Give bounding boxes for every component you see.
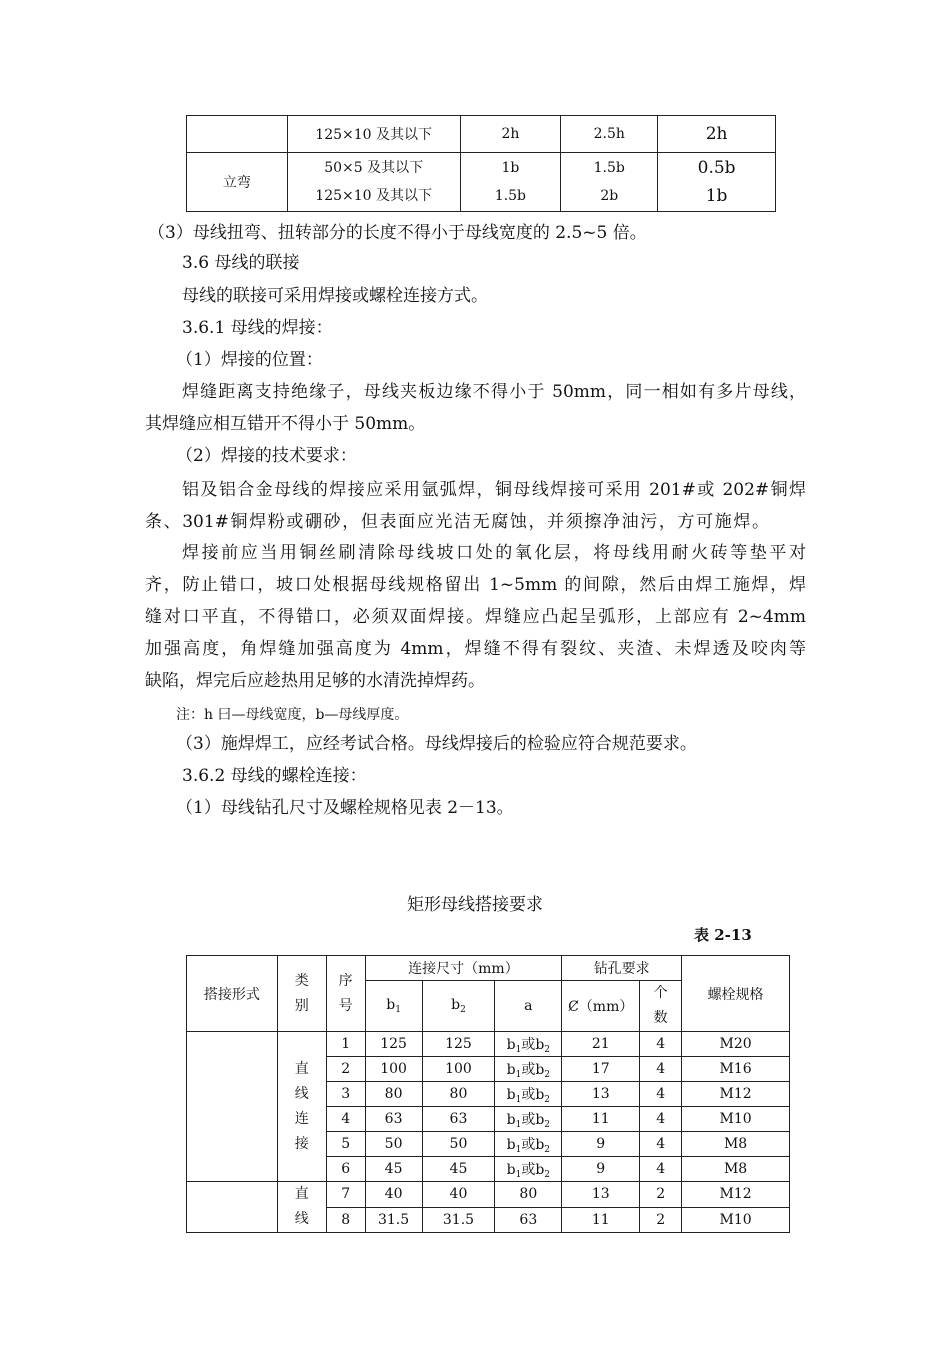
- table-cell: [187, 116, 288, 153]
- bolt-cell: M8: [682, 1132, 790, 1157]
- bolt-cell: M20: [682, 1032, 790, 1057]
- diameter-cell: 21: [562, 1032, 640, 1057]
- header-text: $b_2$: [451, 997, 466, 1015]
- bolt-spec-table: [186, 955, 790, 1233]
- table-cell: [287, 153, 460, 212]
- bolt-cell: M12: [682, 1082, 790, 1107]
- table-cell: [658, 153, 776, 212]
- paragraph-line: 焊缝距离支持绝缘子，母线夹板边缘不得小于 50mm，同一相如有多片母线，: [182, 382, 806, 402]
- count-cell: 4: [640, 1057, 682, 1082]
- header-cell: 钻孔要求: [562, 956, 682, 981]
- diameter-cell: 11: [562, 1207, 640, 1233]
- header-cell: 连接尺寸（mm）: [365, 956, 562, 981]
- diameter-cell: 17: [562, 1057, 640, 1082]
- a-cell: 80: [495, 1182, 562, 1208]
- seq-cell: 3: [326, 1082, 365, 1107]
- paragraph: （1）母线钻孔尺寸及螺栓规格见表 2－13。: [176, 798, 514, 818]
- count-cell: 2: [640, 1182, 682, 1208]
- paragraph-line: 条、301#铜焊粉或硼砂，但表面应光洁无腐蚀，并须擦净油污，方可施焊。: [145, 512, 769, 532]
- a-cell: $b_1$或$b_2$: [495, 1057, 562, 1082]
- table-row: [187, 153, 776, 212]
- b1-cell: 100: [365, 1057, 422, 1082]
- count-cell: 4: [640, 1032, 682, 1057]
- note: 注：h 曰—母线宽度，b—母线厚度。: [176, 707, 409, 723]
- header-cell: [277, 956, 326, 1032]
- header-cell: 搭接形式: [187, 956, 278, 1032]
- cell-line: 125×10 及其以下: [315, 188, 432, 204]
- table-cell: 125×10 及其以下: [287, 116, 460, 153]
- a-cell: $b_1$或$b_2$: [495, 1107, 562, 1132]
- a-cell: $b_1$或$b_2$: [495, 1032, 562, 1057]
- paragraph: （3）母线扭弯、扭转部分的长度不得小于母线宽度的 2.5~5 倍。: [148, 223, 647, 243]
- header-text: 序 号: [338, 972, 353, 1014]
- b2-cell: 100: [422, 1057, 495, 1082]
- header-cell: [422, 981, 495, 1032]
- cell-line: 1b: [501, 160, 520, 176]
- table-row: [187, 1182, 790, 1208]
- b2-cell: 80: [422, 1082, 495, 1107]
- diameter-cell: 13: [562, 1082, 640, 1107]
- diameter-cell: 9: [562, 1132, 640, 1157]
- table-cell: 2h: [658, 116, 776, 153]
- bolt-cell: M10: [682, 1207, 790, 1233]
- header-text: 个 数: [653, 985, 668, 1026]
- header-cell: a: [495, 981, 562, 1032]
- header-cell: Ȼ（mm）: [562, 981, 640, 1032]
- cell-line: 1.5b: [494, 188, 527, 204]
- paragraph-line: 焊接前应当用铜丝刷清除母线坡口处的氧化层，将母线用耐火砖等垫平对: [182, 543, 806, 563]
- b2-cell: 40: [422, 1182, 495, 1208]
- b2-cell: 125: [422, 1032, 495, 1057]
- bending-table: [186, 115, 776, 212]
- table-number: 表 2-13: [694, 926, 752, 944]
- diameter-cell: 9: [562, 1157, 640, 1182]
- cell-line: 1b: [705, 186, 728, 206]
- header-cell: [326, 956, 365, 1032]
- bolt-cell: M8: [682, 1157, 790, 1182]
- bolt-cell: M16: [682, 1057, 790, 1082]
- bolt-cell: M12: [682, 1182, 790, 1208]
- table-cell: 2.5h: [561, 116, 658, 153]
- b1-cell: 31.5: [365, 1207, 422, 1233]
- diameter-cell: 13: [562, 1182, 640, 1208]
- diameter-cell: 11: [562, 1107, 640, 1132]
- a-cell: 63: [495, 1207, 562, 1233]
- paragraph-line: 铝及铝合金母线的焊接应采用氩弧焊，铜母线焊接可采用 201#或 202#铜焊: [182, 480, 806, 500]
- header-text: 类 别: [294, 972, 309, 1014]
- b1-cell: 40: [365, 1182, 422, 1208]
- section-heading: 3.6.2 母线的螺栓连接：: [182, 766, 367, 786]
- paragraph-line: 缝对口平直，不得错口，必须双面焊接。焊缝应凸起呈弧形，上部应有 2~4mm: [145, 607, 806, 627]
- seq-cell: 6: [326, 1157, 365, 1182]
- seq-cell: 1: [326, 1032, 365, 1057]
- table-cell: [561, 153, 658, 212]
- table-cell: [460, 153, 561, 212]
- b2-cell: 31.5: [422, 1207, 495, 1233]
- a-cell: $b_1$或$b_2$: [495, 1082, 562, 1107]
- b2-cell: 50: [422, 1132, 495, 1157]
- paragraph: （2）焊接的技术要求：: [176, 446, 357, 466]
- header-cell: [640, 981, 682, 1032]
- paragraph-line: 齐，防止错口，坡口处根据母线规格留出 1~5mm 的间隙，然后由焊工施焊，焊: [145, 575, 806, 595]
- bolt-cell: M10: [682, 1107, 790, 1132]
- paragraph: （1）焊接的位置：: [176, 350, 323, 370]
- paragraph-line: 缺陷，焊完后应趁热用足够的水清洗掉焊药。: [145, 671, 485, 691]
- cell-line: 2b: [600, 188, 619, 204]
- table-cell: 2h: [460, 116, 561, 153]
- paragraph-line: 其焊缝应相互错开不得小于 50mm。: [145, 414, 426, 434]
- b2-cell: 63: [422, 1107, 495, 1132]
- header-cell: [365, 981, 422, 1032]
- count-cell: 4: [640, 1107, 682, 1132]
- table-cell: 立弯: [187, 153, 288, 212]
- category-label: 直 线: [294, 1186, 309, 1227]
- category-cell: [277, 1182, 326, 1233]
- seq-cell: 4: [326, 1107, 365, 1132]
- type-cell: [187, 1032, 278, 1182]
- b2-cell: 45: [422, 1157, 495, 1182]
- b1-cell: 125: [365, 1032, 422, 1057]
- category-cell: [277, 1032, 326, 1182]
- count-cell: 4: [640, 1157, 682, 1182]
- count-cell: 4: [640, 1132, 682, 1157]
- a-cell: $b_1$或$b_2$: [495, 1132, 562, 1157]
- b1-cell: 80: [365, 1082, 422, 1107]
- paragraph: （3）施焊焊工，应经考试合格。母线焊接后的检验应符合规范要求。: [176, 734, 697, 754]
- seq-cell: 2: [326, 1057, 365, 1082]
- a-cell: $b_1$或$b_2$: [495, 1157, 562, 1182]
- table-row: [187, 116, 776, 153]
- header-cell: 螺栓规格: [682, 956, 790, 1032]
- seq-cell: 8: [326, 1207, 365, 1233]
- type-cell: [187, 1182, 278, 1233]
- b1-cell: 50: [365, 1132, 422, 1157]
- count-cell: 2: [640, 1207, 682, 1233]
- section-heading: 3.6 母线的联接: [182, 253, 300, 273]
- cell-line: 0.5b: [697, 158, 736, 178]
- b1-cell: 63: [365, 1107, 422, 1132]
- seq-cell: 7: [326, 1182, 365, 1208]
- count-cell: 4: [640, 1082, 682, 1107]
- paragraph-line: 加强高度，角焊缝加强高度为 4mm，焊缝不得有裂纹、夹渣、未焊透及咬肉等: [145, 639, 806, 659]
- seq-cell: 5: [326, 1132, 365, 1157]
- cell-line: 1.5b: [593, 160, 625, 176]
- category-label: 直 线 连 接: [294, 1060, 309, 1152]
- b1-cell: 45: [365, 1157, 422, 1182]
- table-row: [187, 1032, 790, 1057]
- section-heading: 3.6.1 母线的焊接：: [182, 318, 333, 338]
- table-caption: 矩形母线搭接要求: [407, 895, 543, 915]
- paragraph: 母线的联接可采用焊接或螺栓连接方式。: [182, 286, 488, 306]
- header-text: $b_1$: [386, 997, 401, 1015]
- cell-line: 50×5 及其以下: [324, 160, 424, 176]
